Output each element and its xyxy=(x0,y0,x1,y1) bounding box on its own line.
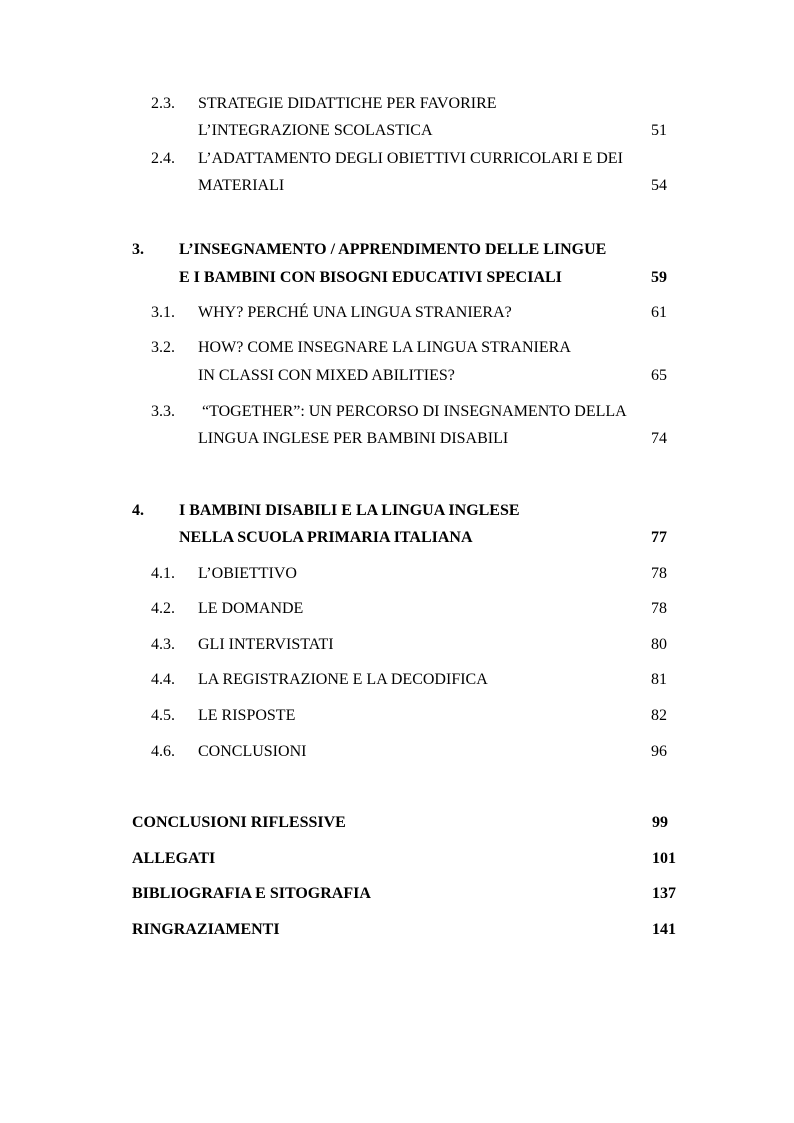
chapter-title: L’INSEGNAMENTO / APPRENDIMENTO DELLE LINGUE xyxy=(179,241,607,258)
toc-entry-4-2 xyxy=(0,599,794,619)
section-number: 4.5. xyxy=(151,707,175,724)
section-title: CONCLUSIONI xyxy=(198,743,307,760)
page-number: 99 xyxy=(652,814,668,831)
section-title: GLI INTERVISTATI xyxy=(198,636,334,653)
page-number: 61 xyxy=(651,304,667,321)
section-number: 2.4. xyxy=(151,150,175,167)
section-number: 4.2. xyxy=(151,600,175,617)
section-number: 3.1. xyxy=(151,304,175,321)
section-title: L’ADATTAMENTO DEGLI OBIETTIVI CURRICOLARI E DEI xyxy=(198,150,623,167)
page-number: 96 xyxy=(651,743,667,760)
toc-entry-2-4 xyxy=(0,149,794,169)
page-number: 80 xyxy=(651,636,667,653)
chapter-number: 4. xyxy=(132,502,144,519)
chapter-title: I BAMBINI DISABILI E LA LINGUA INGLESE xyxy=(179,502,520,519)
toc-entry-3-2-cont xyxy=(0,366,794,386)
toc-entry-4-1 xyxy=(0,564,794,584)
back-matter-title: ALLEGATI xyxy=(132,850,216,867)
back-matter-title: BIBLIOGRAFIA E SITOGRAFIA xyxy=(132,885,371,902)
back-matter-title: CONCLUSIONI RIFLESSIVE xyxy=(132,814,346,831)
toc-bibliografia xyxy=(0,884,794,904)
toc-allegati xyxy=(0,849,794,869)
page-number: 54 xyxy=(651,177,667,194)
page-number: 82 xyxy=(651,707,667,724)
toc-entry-4-3 xyxy=(0,635,794,655)
toc-ringraziamenti xyxy=(0,920,794,940)
toc-conclusioni-riflessive xyxy=(0,813,794,833)
toc-entry-2-3-cont xyxy=(0,121,794,141)
section-title: WHY? PERCHÉ UNA LINGUA STRANIERA? xyxy=(198,304,512,321)
toc-entry-2-3 xyxy=(0,94,794,114)
section-number: 4.4. xyxy=(151,671,175,688)
section-title: L’INTEGRAZIONE SCOLASTICA xyxy=(198,122,433,139)
section-title: HOW? COME INSEGNARE LA LINGUA STRANIERA xyxy=(198,339,571,356)
page-number: 78 xyxy=(651,600,667,617)
toc-entry-2-4-cont xyxy=(0,176,794,196)
toc-chapter-4-cont xyxy=(0,528,794,548)
toc-entry-4-6 xyxy=(0,742,794,762)
chapter-title: E I BAMBINI CON BISOGNI EDUCATIVI SPECIALI xyxy=(179,269,562,286)
page-number: 77 xyxy=(651,529,667,546)
page-number: 137 xyxy=(652,885,676,902)
page-number: 59 xyxy=(651,269,667,286)
page-number: 78 xyxy=(651,565,667,582)
toc-entry-3-1 xyxy=(0,303,794,323)
section-number: 2.3. xyxy=(151,95,175,112)
section-title: L’OBIETTIVO xyxy=(198,565,297,582)
section-number: 3.3. xyxy=(151,403,175,420)
section-number: 4.1. xyxy=(151,565,175,582)
toc-entry-3-3 xyxy=(0,402,794,422)
section-title: LA REGISTRAZIONE E LA DECODIFICA xyxy=(198,671,488,688)
toc-chapter-4 xyxy=(0,501,794,521)
section-title: LE RISPOSTE xyxy=(198,707,296,724)
page-number: 65 xyxy=(651,367,667,384)
page-number: 101 xyxy=(652,850,676,867)
toc-chapter-3 xyxy=(0,240,794,260)
page-number: 141 xyxy=(652,921,676,938)
section-title: LINGUA INGLESE PER BAMBINI DISABILI xyxy=(198,430,509,447)
section-title: LE DOMANDE xyxy=(198,600,304,617)
section-number: 3.2. xyxy=(151,339,175,356)
toc-entry-4-4 xyxy=(0,670,794,690)
chapter-title: NELLA SCUOLA PRIMARIA ITALIANA xyxy=(179,529,473,546)
section-title: STRATEGIE DIDATTICHE PER FAVORIRE xyxy=(198,95,497,112)
section-number: 4.6. xyxy=(151,743,175,760)
page-number: 74 xyxy=(651,430,667,447)
section-number: 4.3. xyxy=(151,636,175,653)
chapter-number: 3. xyxy=(132,241,144,258)
back-matter-title: RINGRAZIAMENTI xyxy=(132,921,280,938)
toc-entry-4-5 xyxy=(0,706,794,726)
toc-chapter-3-cont xyxy=(0,268,794,288)
section-title: MATERIALI xyxy=(198,177,285,194)
section-title: IN CLASSI CON MIXED ABILITIES? xyxy=(198,367,455,384)
page-number: 51 xyxy=(651,122,667,139)
toc-entry-3-3-cont xyxy=(0,429,794,449)
toc-entry-3-2 xyxy=(0,338,794,358)
section-title: “TOGETHER”: UN PERCORSO DI INSEGNAMENTO DELLA xyxy=(198,403,627,420)
page-number: 81 xyxy=(651,671,667,688)
